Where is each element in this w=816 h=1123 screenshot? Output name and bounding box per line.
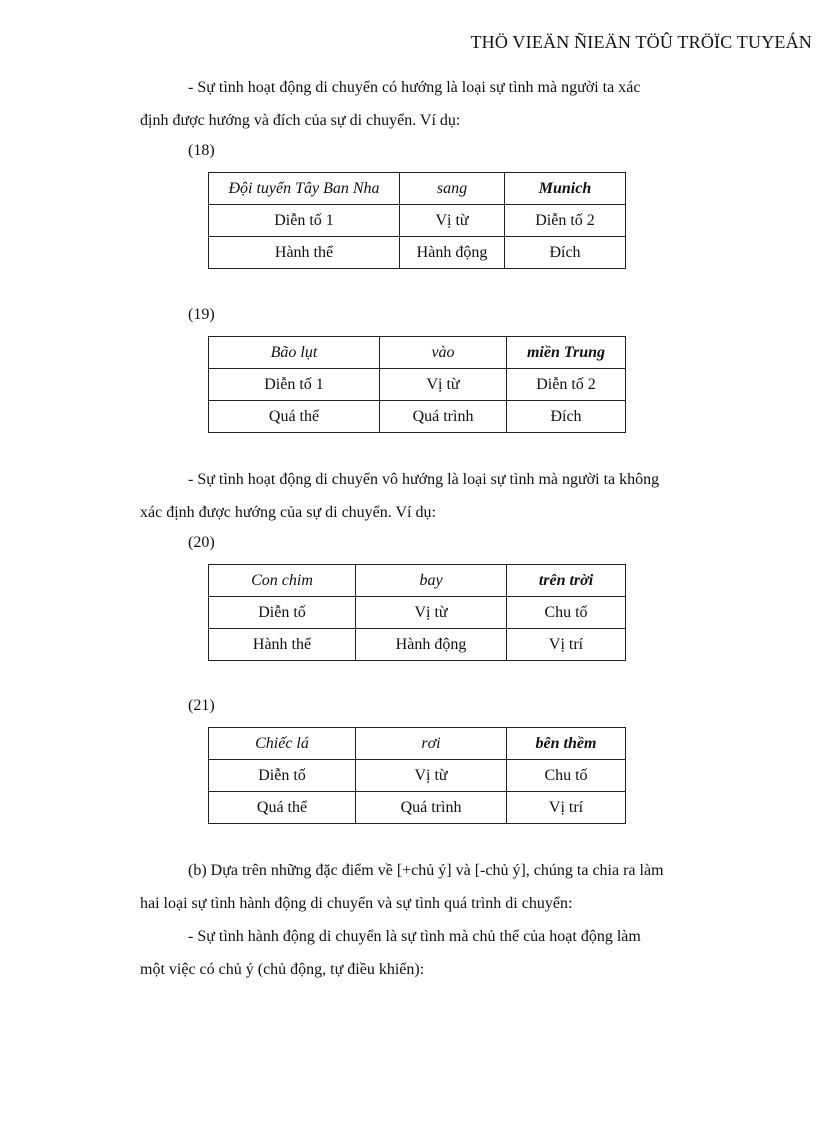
paragraph-undirected-motion xyxy=(140,463,710,529)
table-cell: Chu tố xyxy=(507,597,626,629)
paragraph-line: một việc có chủ ý (chủ động, tự điều khiển): xyxy=(140,961,425,978)
table-cell: Đội tuyển Tây Ban Nha xyxy=(209,173,400,205)
paragraph-line: xác định được hướng của sự di chuyển. Ví dụ: xyxy=(140,504,436,521)
example-label-20: (20) xyxy=(188,534,215,551)
example-table-21 xyxy=(208,727,626,824)
table-cell: sang xyxy=(400,173,505,205)
paragraph-line: - Sự tình hoạt động di chuyển có hướng là loại sự tình mà người ta xác xyxy=(188,79,641,96)
table-cell: rơi xyxy=(356,728,507,760)
table-cell: Chiếc lá xyxy=(209,728,356,760)
table-cell: Diễn tố 1 xyxy=(209,369,380,401)
table-cell: Đích xyxy=(507,401,626,433)
example-table-19 xyxy=(208,336,626,433)
table-cell: Munich xyxy=(505,173,626,205)
table-cell: Quá thể xyxy=(209,401,380,433)
table-cell: miền Trung xyxy=(507,337,626,369)
table-cell: Bão lụt xyxy=(209,337,380,369)
paragraph-intent-classification xyxy=(140,854,710,986)
paragraph-directed-motion xyxy=(140,71,710,137)
page-header: THÖ VIEÄN ÑIEÄN TÖÛ TRÖÏC TUYEÁN xyxy=(470,32,812,52)
table-cell: trên trời xyxy=(507,565,626,597)
example-label-19: (19) xyxy=(188,306,215,323)
paragraph-line: - Sự tình hành động di chuyển là sự tình mà chủ thể của hoạt động làm xyxy=(188,928,641,945)
table-cell: Diễn tố 2 xyxy=(505,205,626,237)
table-cell: vào xyxy=(380,337,507,369)
example-label-18: (18) xyxy=(188,142,215,159)
table-cell: Hành động xyxy=(400,237,505,269)
table-cell: Vị từ xyxy=(356,597,507,629)
paragraph-line: định được hướng và đích của sự di chuyển. Ví dụ: xyxy=(140,112,461,129)
table-cell: Vị trí xyxy=(507,792,626,824)
table-cell: Quá trình xyxy=(356,792,507,824)
table-cell: Diễn tố 1 xyxy=(209,205,400,237)
table-cell: Diễn tố xyxy=(209,760,356,792)
table-cell: Vị trí xyxy=(507,629,626,661)
table-cell: Hành thể xyxy=(209,629,356,661)
paragraph-line: (b) Dựa trên những đặc điểm về [+chủ ý] và [-chủ ý], chúng ta chia ra làm xyxy=(188,862,664,879)
table-cell: Quá thể xyxy=(209,792,356,824)
table-cell: bay xyxy=(356,565,507,597)
table-cell: Hành động xyxy=(356,629,507,661)
table-cell: Chu tố xyxy=(507,760,626,792)
table-cell: Vị từ xyxy=(400,205,505,237)
paragraph-line: - Sự tình hoạt động di chuyển vô hướng là loại sự tình mà người ta không xyxy=(188,471,660,488)
table-cell: Con chim xyxy=(209,565,356,597)
table-cell: Vị từ xyxy=(356,760,507,792)
table-cell: Đích xyxy=(505,237,626,269)
table-cell: Diễn tố 2 xyxy=(507,369,626,401)
table-cell: Vị từ xyxy=(380,369,507,401)
paragraph-line: hai loại sự tình hành động di chuyển và sự tình quá trình di chuyển: xyxy=(140,895,573,912)
table-cell: bên thềm xyxy=(507,728,626,760)
table-cell: Quá trình xyxy=(380,401,507,433)
table-cell: Diễn tố xyxy=(209,597,356,629)
table-cell: Hành thể xyxy=(209,237,400,269)
example-table-20 xyxy=(208,564,626,661)
example-table-18 xyxy=(208,172,626,269)
example-label-21: (21) xyxy=(188,697,215,714)
